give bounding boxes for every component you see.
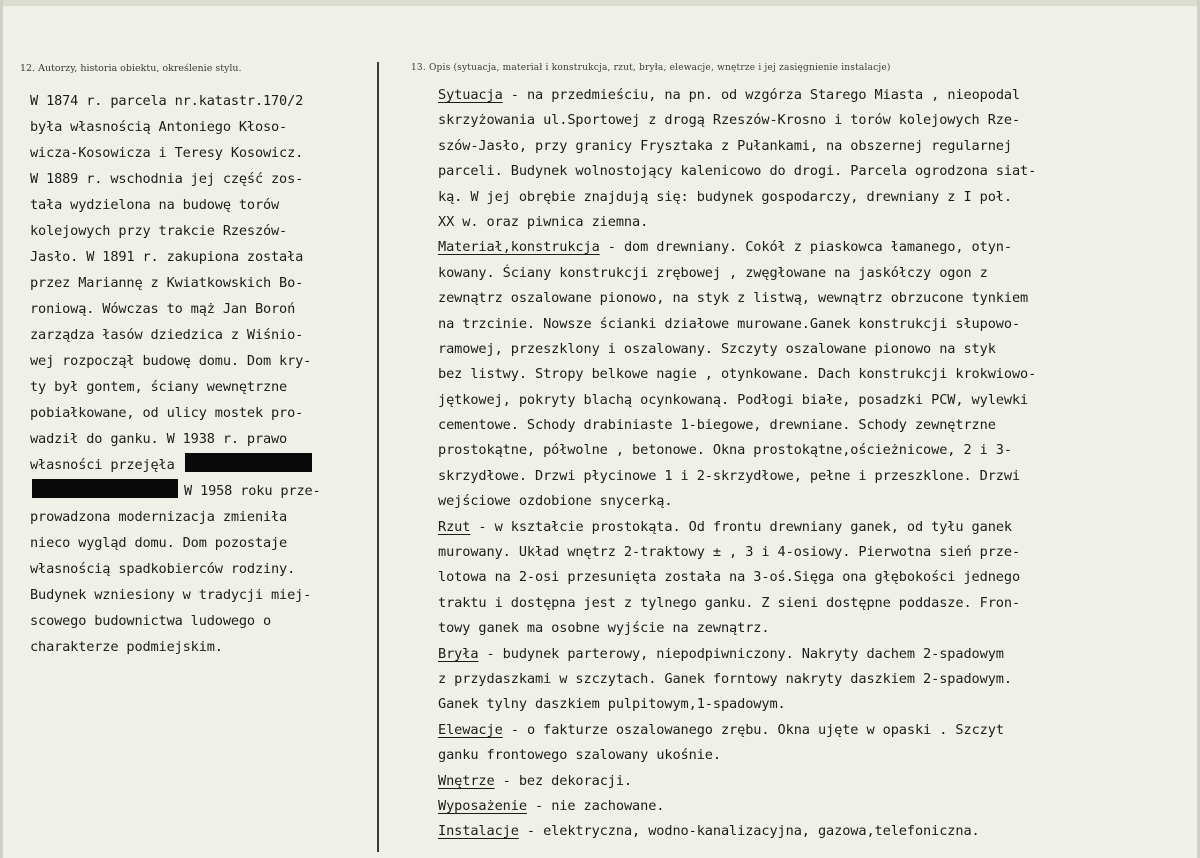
history-line-redacted-1 (30, 452, 375, 478)
history-line: przez Mariannę z Kwiatkowskich Bo- (30, 275, 304, 291)
description-line: bez listwy. Stropy belkowe nagie , otynkowane. Dach konstrukcji krokwiowo- (438, 366, 1037, 383)
sytuacja-line: Sytuacja - na przedmieściu, na pn. od wzgórza Starego Miasta , nieopodal (438, 87, 1021, 103)
description-line: ganku frontowego szalowany ukośnie. (438, 747, 721, 764)
history-line: zarządza łasów dziedzica z Wiśnio- (30, 327, 304, 343)
instalacje-label: Instalacje (438, 823, 519, 840)
sheet-left-edge (0, 0, 3, 858)
description-line: murowany. Układ wnętrz 2-traktowy ± , 3 i 4-osiowy. Pierwotna sień prze- (438, 544, 1021, 561)
history-line: wej rozpoczął budowę domu. Dom kry- (30, 353, 312, 369)
material-line: Materiał,konstrukcja - dom drewniany. Cokół z piaskowca łamanego, otyn- (438, 239, 1012, 256)
rzut-label: Rzut (438, 518, 471, 535)
wyposazenie-label: Wyposażenie (438, 797, 527, 814)
history-text-fragment: W 1958 roku prze- (184, 483, 321, 499)
wyposazenie-line: Wyposażenie - nie zachowane. (438, 797, 665, 814)
description-line: ramowej, przeszklony i oszalowany. Szczyty oszalowane pionowo na styk (438, 340, 996, 357)
description-line: parceli. Budynek wolnostojący kalenicowo do drogi. Parcela ogrodzona siat- (438, 163, 1037, 180)
description-line: szów-Jasło, przy granicy Frysztaka z Pułankami, na obszernej regularnej (438, 137, 1012, 154)
description-line: skrzyżowania ul.Sportowej z drogą Rzeszów-Krosno i torów kolejowych Rze- (438, 112, 1021, 129)
rzut-line: Rzut - w kształcie prostokąta. Od frontu drewniany ganek, od tyłu ganek (438, 518, 1012, 535)
history-line: nieco wygląd domu. Dom pozostaje (30, 535, 288, 551)
section-12-heading: 12. Autorzy, historia obiektu, określenie stylu. (20, 63, 242, 74)
history-line: roniową. Wówczas to mąż Jan Boroń (30, 301, 296, 317)
history-line: kolejowych przy trakcie Rzeszów- (30, 223, 288, 239)
history-line: scowego budownictwa ludowego o (30, 613, 272, 629)
history-line: własnością spadkobierców rodziny. (30, 561, 296, 577)
description-line: XX w. oraz piwnica ziemna. (438, 213, 649, 230)
description-line: prostokątne, półwolne , betonowe. Okna prostokątne,ościeżnicowe, 2 i 3- (438, 442, 1012, 459)
sheet-top-edge (0, 0, 1200, 6)
bryla-label: Bryła (438, 645, 479, 662)
history-line: W 1889 r. wschodnia jej część zos- (30, 171, 304, 187)
elewacje-line: Elewacje - o fakturze oszalowanego zrębu. Okna ujęte w opaski . Szczyt (438, 721, 1004, 738)
history-line: ty był gontem, ściany wewnętrzne (30, 379, 288, 395)
description-line: kowany. Ściany konstrukcji zrębowej , zwęgłowane na jaskółczy ogon z (438, 264, 988, 281)
history-line: pobiałkowane, od ulicy mostek pro- (30, 405, 304, 421)
description-line: wejściowe ozdobione snycerką. (438, 493, 673, 510)
history-line: była własnością Antoniego Kłoso- (30, 119, 288, 135)
history-line: tała wydzielona na budowę torów (30, 197, 280, 213)
history-line: wadził do ganku. W 1938 r. prawo (30, 431, 288, 447)
history-line: W 1874 r. parcela nr.katastr.170/2 (30, 93, 304, 109)
section-13-heading: 13. Opis (sytuacja, materiał i konstrukcja, rzut, bryła, elewacje, wnętrze i jej zasięgnienie instalacje) (411, 63, 891, 73)
elewacje-label: Elewacje (438, 721, 503, 738)
redaction-bar (185, 453, 312, 472)
description-line: ką. W jej obrębie znajdują się: budynek gospodarczy, drewniany z I poł. (438, 188, 1012, 205)
history-text (30, 88, 375, 660)
description-line: jętkowej, pokryty blachą ocynkowaną. Podłogi białe, posadzki PCW, wylewki (438, 391, 1029, 408)
material-label: Materiał,konstrukcja (438, 239, 600, 256)
history-line-redacted-2 (30, 478, 375, 504)
description-line: lotowa na 2-osi przesunięta została na 3-oś.Sięga ona głębokości jednego (438, 569, 1021, 586)
description-line: zewnątrz oszalowane pionowo, na styk z listwą, wewnątrz obrzucone tynkiem (438, 290, 1029, 307)
description-line: Ganek tylny daszkiem pulpitowym,1-spadowym. (438, 696, 786, 713)
description-text (438, 83, 1178, 845)
sytuacja-label: Sytuacja (438, 87, 503, 103)
bryla-line: Bryła - budynek parterowy, niepodpiwniczony. Nakryty dachem 2-spadowym (438, 645, 1004, 662)
redaction-bar (32, 479, 178, 498)
history-line: prowadzona modernizacja zmieniła (30, 509, 288, 525)
description-line: towy ganek ma osobne wyjście na zewnątrz. (438, 620, 770, 637)
instalacje-line: Instalacje - elektryczna, wodno-kanalizacyjna, gazowa,telefoniczna. (438, 823, 980, 840)
history-line: Budynek wzniesiony w tradycji miej- (30, 587, 312, 603)
description-line: na trzcinie. Nowsze ścianki działowe murowane.Ganek konstrukcji słupowo- (438, 315, 1021, 332)
description-line: traktu i dostępna jest z tylnego ganku. Z sieni dostępne poddasze. Fron- (438, 594, 1021, 611)
history-line: Jasło. W 1891 r. zakupiona została (30, 249, 304, 265)
wnetrze-label: Wnętrze (438, 772, 495, 789)
description-line: z przydaszkami w szczytach. Ganek forntowy nakryty daszkiem 2-spadowym. (438, 670, 1012, 687)
column-divider (377, 62, 379, 852)
wnetrze-line: Wnętrze - bez dekoracji. (438, 772, 633, 789)
history-line: charakterze podmiejskim. (30, 639, 223, 655)
history-text-fragment: własności przejęła (30, 457, 175, 473)
description-line: skrzydłowe. Drzwi płycinowe 1 i 2-skrzydłowe, pełne i przeszklone. Drzwi (438, 467, 1021, 484)
history-line: wicza-Kosowicza i Teresy Kosowicz. (30, 145, 304, 161)
description-line: cementowe. Schody drabiniaste 1-biegowe, drewniane. Schody zewnętrzne (438, 417, 996, 434)
